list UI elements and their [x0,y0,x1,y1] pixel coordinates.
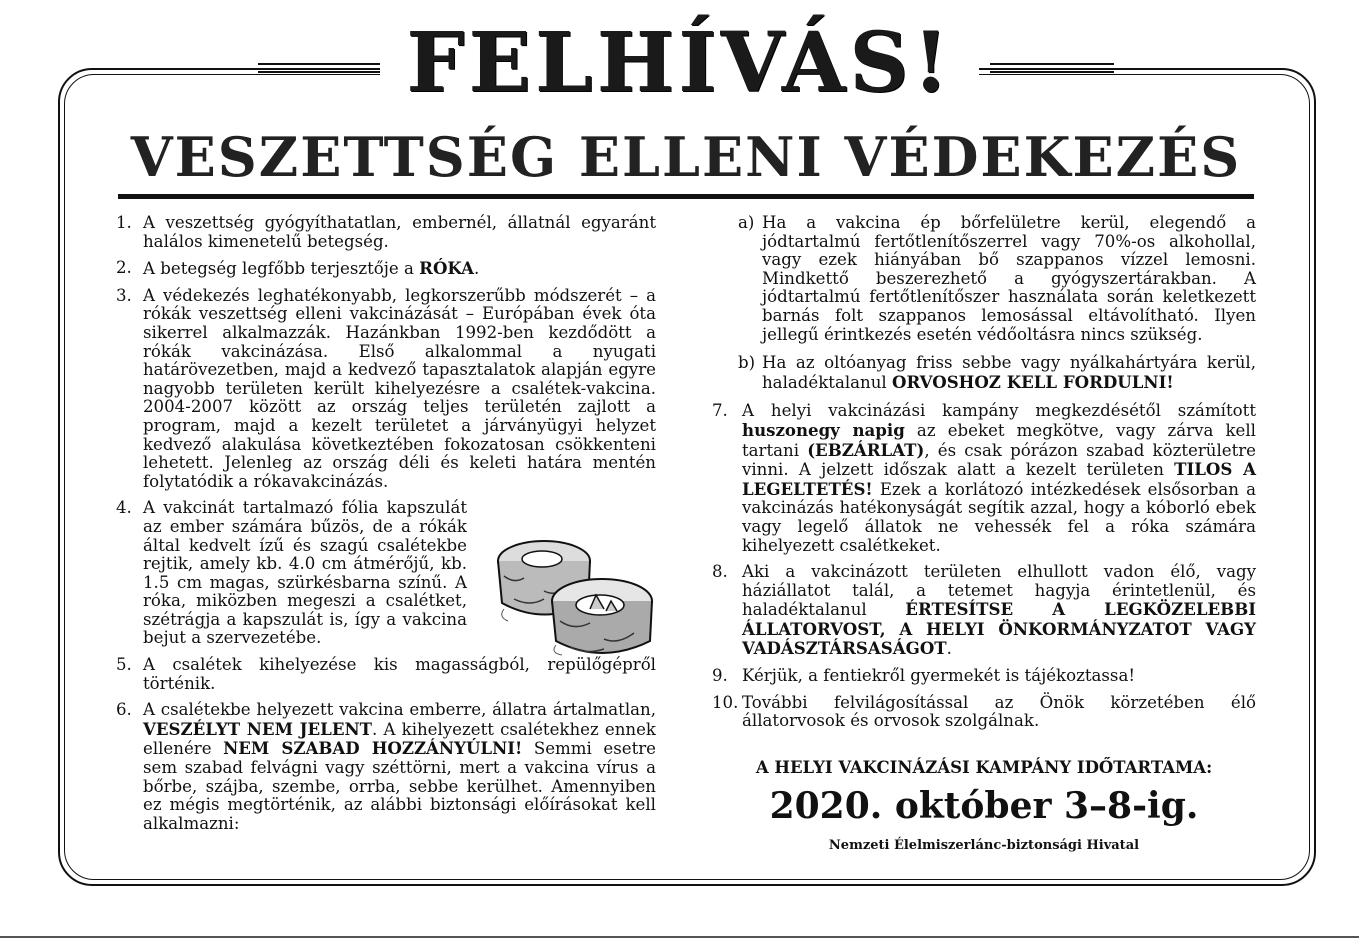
header-rule [118,194,1254,199]
list-item [712,402,1256,555]
item-number: b) [738,353,756,373]
body-text: . A kihelyezett csalétekhez ennek ellenére [143,719,656,759]
item-number: 10. [712,692,739,712]
emphasis-text: VESZÉLYT NEM JELENT [143,718,372,739]
item-number: 2. [116,258,132,278]
item-number: 4. [116,498,132,518]
item-text [143,287,656,492]
emphasis-text: (EBZÁRLAT) [807,439,925,460]
list-item [738,214,1256,344]
item-number: 1. [116,213,132,232]
emphasis-text: ORVOSHOZ KELL FORDULNI! [892,371,1174,392]
item-text [762,354,1256,392]
item-number: 9. [712,666,728,686]
item-text [742,563,1256,659]
body-text: A védekezés leghatékonyabb, legkorszerűbb módszerét – a rókák veszettség elleni vakcinázását – Európában évek óta sikerrel alkalmazzák. Hazánkban 1992-ben kezdődött a rókák vakcinázása. Első alkalommal a nyugati határövezetben, majd a kedvező tapasztalatok alapján egyre nagyobb területen került kihelyezésre a csalétek-vakcina. 2004-2007 között az ország teljes területén zajlott a program, majd a kezelt területet a járványügyi helyzet kedvező alakulása következtében fokozatosan csökkenteni lehetett. Jelenleg az ország déli és keleti határa mentén folytatódik a rókavakcinázás. [143,285,656,491]
item-text [143,499,467,648]
emphasis-text: NEM SZABAD HOZZÁNYÚLNI! [223,738,523,759]
item-text [762,214,1256,344]
agency-signature: Nemzeti Élelmiszerlánc-biztonsági Hivatal [828,838,1140,853]
list-item [712,563,1256,659]
campaign-dates: 2020. október 3–8-ig. [769,785,1199,827]
list-item [116,701,656,833]
bottom-rule [0,936,1359,938]
body-text: , és csak pórázon szabad közterületre vinni. A jelzett időszak alatt a kezelt területen [742,440,1256,480]
list-item [116,259,656,279]
item-number: 3. [116,285,132,305]
item-number: 5. [116,655,132,675]
body-text: A helyi vakcinázási kampány megkezdésétől számított [742,401,1256,421]
body-text: Ha az oltóanyag friss sebbe vagy nyálkahártyára kerül, haladéktalanul [762,353,1256,392]
body-text: A veszettség gyógyíthatatlan, embernél, állatnál egyaránt halálos kimenetelű betegség. [143,213,656,251]
body-text: A betegség legfőbb terjesztője a [143,259,420,279]
body-text: A vakcinát tartalmazó fólia kapszulát az ember számára bűzös, de a rókák által kedvelt ízű és szagú csalétekbe rejtik, amely kb. 4.0 cm átmérőjű, kb. 1.5 cm magas, szürkésbarna színű. A róka, miközben megeszi a csalétket, szétrágja a kapszulát is, így a vakcina bejut a szervezetébe. [143,498,467,648]
item-text [742,694,1256,731]
right-column [712,214,1256,739]
body-text: További felvilágosítással az Önök körzetében élő állatorvosok és orvosok szolgálnak. [742,692,1256,731]
page-subtitle: VESZETTSÉG ELLENI VÉDEKEZÉS [130,125,1242,189]
item-number: 8. [712,562,728,582]
body-text: Semmi esetre sem szabad felvágni vagy széttörni, mert a vakcina vírus a bőrbe, szájba, szembe, orrba, sebbe kerülhet. Amennyiben ez mégis megtörténik, az alábbi biztonsági előírásokat kell alkalmazni: [143,739,656,833]
list-item [712,667,1256,686]
item-text [143,214,656,251]
body-text: A csalétek kihelyezése kis magasságból, repülőgépről történik. [143,655,656,693]
item-number: 6. [116,700,132,720]
body-text: A csalétekbe helyezett vakcina emberre, állatra ártalmatlan, [143,700,656,720]
item-text [742,402,1256,555]
item-text [143,259,656,279]
body-text: az ebeket megkötve, vagy zárva kell tartani [742,420,1256,460]
emphasis-text: ÉRTESÍTSE A LEGKÖZELEBBI ÁLLATORVOST, A HELYI ÖNKORMÁNYZATOT VAGY VADÁSZTÁRSASÁGOT [742,599,1256,659]
body-text: . [474,259,480,279]
item-number: 7. [712,401,728,421]
list-item [712,694,1256,731]
item-text [742,667,1256,686]
item-text [143,701,656,833]
emphasis-text: RÓKA [419,258,475,279]
body-text: Aki a vakcinázott területen elhullott vadon élő, vagy háziállatot talál, a tetemet hagyja érintetlenül, és haladéktalanul [742,562,1256,620]
body-text: Kérjük, a fentiekről gyermekét is tájékoztassa! [742,666,1135,686]
emphasis-text: TILOS A LEGELTETÉS! [742,459,1256,499]
body-text: Ha a vakcina ép bőrfelületre kerül, elegendő a jódtartalmú fertőtlenítőszerrel vagy 70%-os alkohollal, vagy ezek hiányában bő szappanos vízzel lemosni. Mindkettő beszerezhető a gyógyszertárakban. A jódtartalmú fertőtlenítőszer használata során keletkezett barnás folt szappanos lemosással eltávolítható. Ilyen jellegű érintkezés esetén védőoltásra nincs szükség. [762,213,1256,344]
list-item [116,214,656,251]
bait-capsule-illustration [484,521,659,666]
body-text: Ezek a korlátozó intézkedések elsősorban a vakcinázás hatékonyságát segítik azzal, hogy a kóborló ebek vagy legelő állatok ne vehessék fel a róka számára kihelyezett csalétkeket. [742,479,1256,555]
emphasis-text: huszonegy napig [742,419,905,440]
title-wrap [0,15,1359,111]
body-text: . [946,639,952,659]
campaign-label: A HELYI VAKCINÁZÁSI KAMPÁNY IDŐTARTAMA: [755,758,1213,777]
page-title: FELHÍVÁS! [380,18,978,108]
list-item [738,354,1256,392]
list-item [116,287,656,492]
item-number: a) [738,213,755,232]
